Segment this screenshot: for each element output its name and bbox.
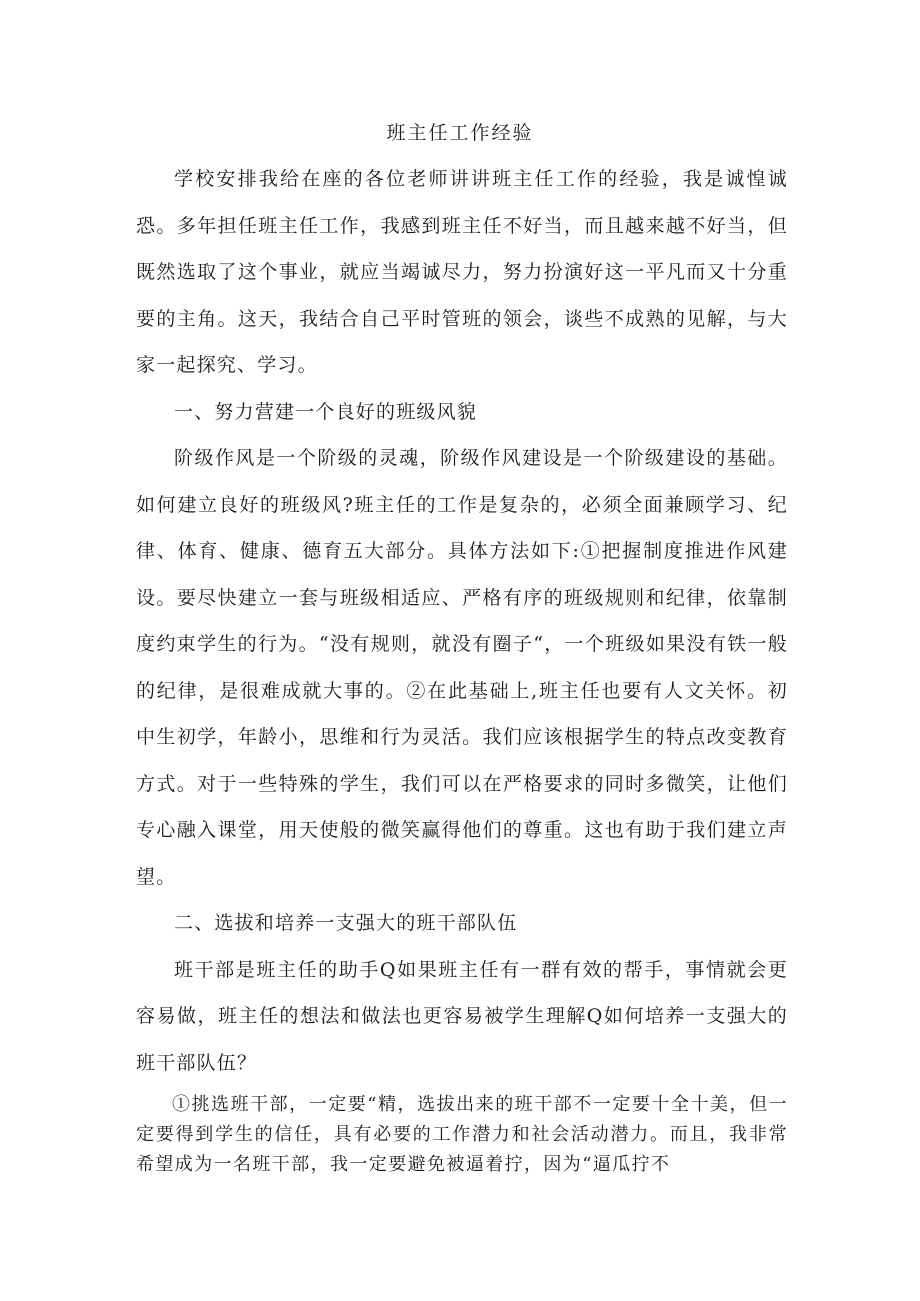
paragraph-section-1: 阶级作风是一个阶级的灵魂，阶级作风建设是一个阶级建设的基础。如何建立良好的班级风?班主任的工作是复杂的，必须全面兼顾学习、纪律、体育、健康、德育五大部分。具体方法如下:①把握制度推进作风建设。要尽快建立一套与班级相适应、严格有序的班级规则和纪律，依靠制度约束学生的行为。“没有规则，就没有圈子“，一个班级如果没有铁一般的纪律，是很难成就大事的。②在此基础上,班主任也要有人文关怀。初中生初学，年龄小，思维和行为灵活。我们应该根据学生的特点改变教育方式。对于一些特殊的学生，我们可以在严格要求的同时多微笑，让他们专心融入课堂，用天使般的微笑赢得他们的尊重。这也有助于我们建立声望。 bbox=[136, 447, 788, 888]
document-body bbox=[136, 156, 788, 1086]
paragraph-section-2: 班干部是班主任的助手Q如果班主任有一群有效的帮手，事情就会更容易做，班主任的想法和做法也更容易被学生理解Q如何培养一支强大的班干部队伍？ bbox=[136, 958, 788, 1074]
document-title: 班主任工作经验 bbox=[386, 122, 534, 144]
paragraph-intro: 学校安排我给在座的各位老师讲讲班主任工作的经验，我是诚惶诚恐。多年担任班主任工作，我感到班主任不好当，而且越来越不好当，但既然选取了这个事业，就应当竭诚尽力，努力扮演好这一平凡而又十分重要的主角。这天，我结合自己平时管班的领会，谈些不成熟的见解，与大家一起探究、学习。 bbox=[136, 168, 788, 376]
paragraph-selection: ①挑选班干部，一定要“精，选拔出来的班干部不一定要十全十美，但一定要得到学生的信任，具有必要的工作潜力和社会活动潜力。而且，我非常希望成为一名班干部，我一定要避免被逼着拧，因为“逼瓜拧不 bbox=[136, 1094, 788, 1175]
document-tail bbox=[136, 1090, 788, 1180]
section-heading-2: 二、选拔和培养一支强大的班干部队伍 bbox=[174, 912, 518, 934]
section-heading-1: 一、努力营建一个良好的班级风貌 bbox=[174, 400, 478, 423]
